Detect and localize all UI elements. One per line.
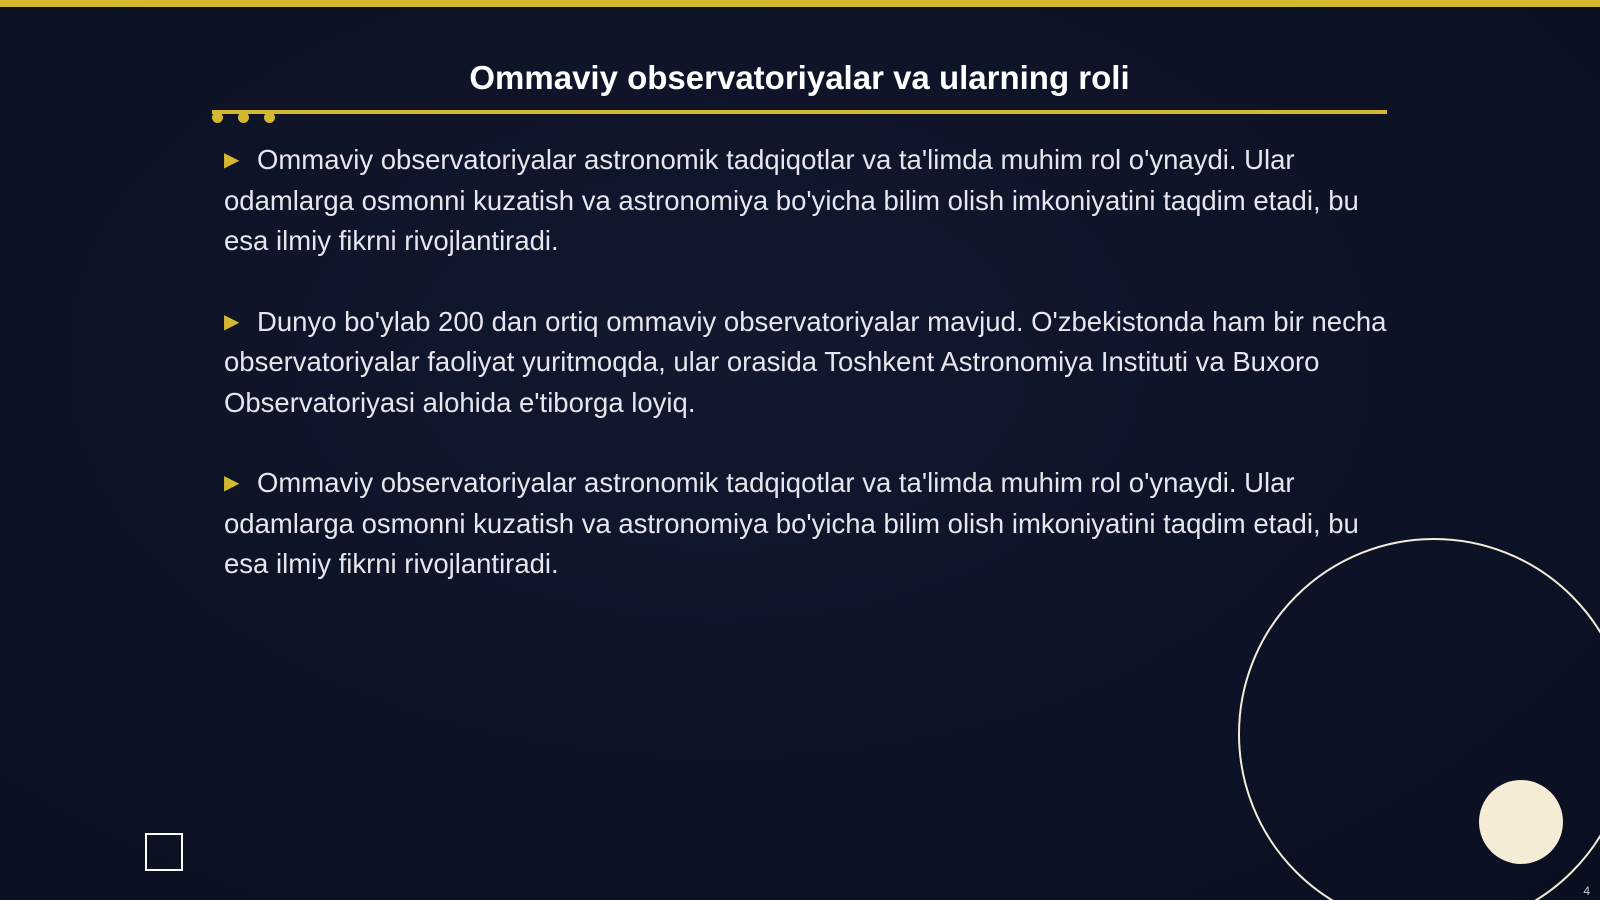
bullet-text: Ommaviy observatoriyalar astronomik tadqiqotlar va ta'limda muhim rol o'ynaydi. Ular odamlarga osmonni kuzatish va astronomiya bo'yicha bilim olish imkoniyatini taqdim etadi, bu esa ilmiy fikrni rivojlantiradi. <box>224 467 1359 579</box>
top-accent-bar <box>0 0 1600 7</box>
decorative-dot <box>212 112 223 123</box>
slide-title: Ommaviy observatoriyalar va ularning roli <box>469 59 1130 96</box>
title-underline <box>212 110 1387 114</box>
bullet-arrow-icon: ▶ <box>224 472 240 494</box>
decorative-moon-circle <box>1479 780 1563 864</box>
bullet-arrow-icon: ▶ <box>224 149 240 171</box>
bullet-item <box>224 302 1394 424</box>
bullet-text: Dunyo bo'ylab 200 dan ortiq ommaviy observatoriyalar mavjud. O'zbekistonda ham bir necha observatoriyalar faoliyat yuritmoqda, ular orasida Toshkent Astronomiya Instituti va Buxoro Observatoriyasi alohida e'tiborga loyiq. <box>224 305 1387 418</box>
bullet-item <box>224 463 1394 585</box>
decorative-dot <box>264 112 275 123</box>
decorative-dot <box>238 112 249 123</box>
bullet-item <box>224 140 1394 262</box>
page-number: 4 <box>1583 884 1590 898</box>
bullet-list <box>224 140 1394 625</box>
decorative-square <box>145 833 183 871</box>
bullet-text: Ommaviy observatoriyalar astronomik tadqiqotlar va ta'limda muhim rol o'ynaydi. Ular odamlarga osmonni kuzatish va astronomiya bo'yicha bilim olish imkoniyatini taqdim etadi, bu esa ilmiy fikrni rivojlantiradi. <box>224 144 1359 256</box>
bullet-arrow-icon: ▶ <box>224 310 240 333</box>
